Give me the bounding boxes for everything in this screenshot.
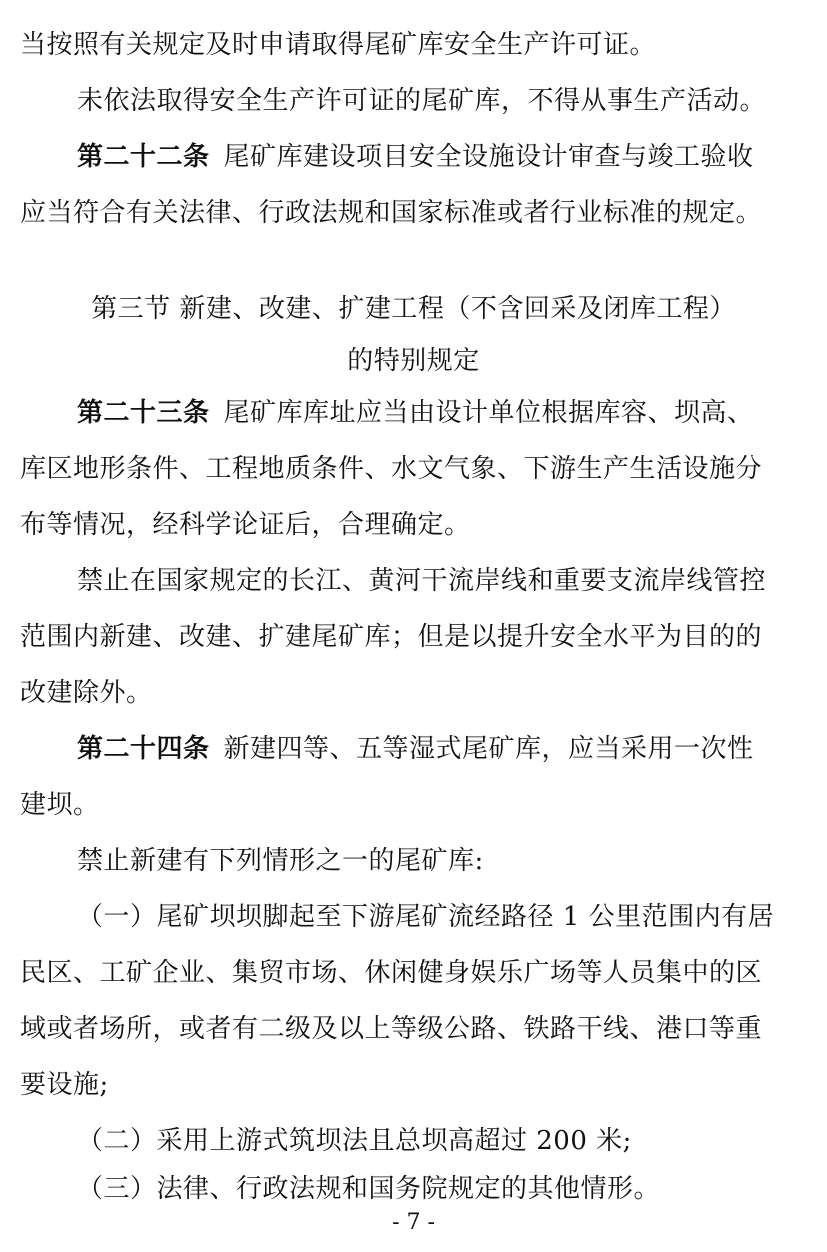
article-23-heading: 第二十三条 bbox=[77, 398, 210, 428]
article-24-heading: 第二十四条 bbox=[77, 734, 210, 764]
text-line: 应当符合有关法律、行政法规和国家标准或者行业标准的规定。 bbox=[20, 198, 763, 228]
article-23-text: 尾矿库库址应当由设计单位根据库容、坝高、 bbox=[223, 398, 754, 428]
page-number: - 7 - bbox=[392, 1210, 435, 1235]
text-line: 未依法取得安全生产许可证的尾矿库，不得从事生产活动。 bbox=[77, 86, 767, 116]
article-22-heading: 第二十二条 bbox=[77, 142, 210, 172]
text-line: 布等情况，经科学论证后，合理确定。 bbox=[20, 510, 471, 540]
text-line: 要设施; bbox=[20, 1070, 109, 1100]
text-line: 建坝。 bbox=[20, 790, 100, 820]
article-23-line-1 bbox=[77, 396, 820, 430]
text-line: 库区地形条件、工程地质条件、水文气象、下游生产生活设施分 bbox=[20, 454, 763, 484]
article-22-text: 尾矿库建设项目安全设施设计审查与竣工验收 bbox=[223, 142, 754, 172]
list-item-1: （一）尾矿坝坝脚起至下游尾矿流经路径 1 公里范围内有居 bbox=[77, 902, 775, 932]
article-22-line-1 bbox=[77, 140, 820, 174]
text-line: 禁止在国家规定的长江、黄河干流岸线和重要支流岸线管控 bbox=[77, 566, 767, 596]
article-24-text: 新建四等、五等湿式尾矿库，应当采用一次性 bbox=[223, 734, 754, 764]
list-item-2: （二）采用上游式筑坝法且总坝高超过 200 米; bbox=[77, 1126, 632, 1156]
text-line: 当按照有关规定及时申请取得尾矿库安全生产许可证。 bbox=[20, 30, 657, 60]
text-line: 改建除外。 bbox=[20, 678, 153, 708]
text-line: 禁止新建有下列情形之一的尾矿库: bbox=[77, 846, 484, 876]
text-line: 范围内新建、改建、扩建尾矿库；但是以提升安全水平为目的的 bbox=[20, 622, 763, 652]
list-item-3: （三）法律、行政法规和国务院规定的其他情形。 bbox=[77, 1174, 661, 1204]
article-24-line-1 bbox=[77, 732, 820, 766]
section-title: 第三节 新建、改建、扩建工程（不含回采及闭库工程） bbox=[91, 294, 736, 324]
text-line: 域或者场所，或者有二级及以上等级公路、铁路干线、港口等重 bbox=[20, 1014, 763, 1044]
text-line: 民区、工矿企业、集贸市场、休闲健身娱乐广场等人员集中的区 bbox=[20, 958, 763, 988]
section-title-line-2: 的特别规定 bbox=[347, 346, 480, 376]
